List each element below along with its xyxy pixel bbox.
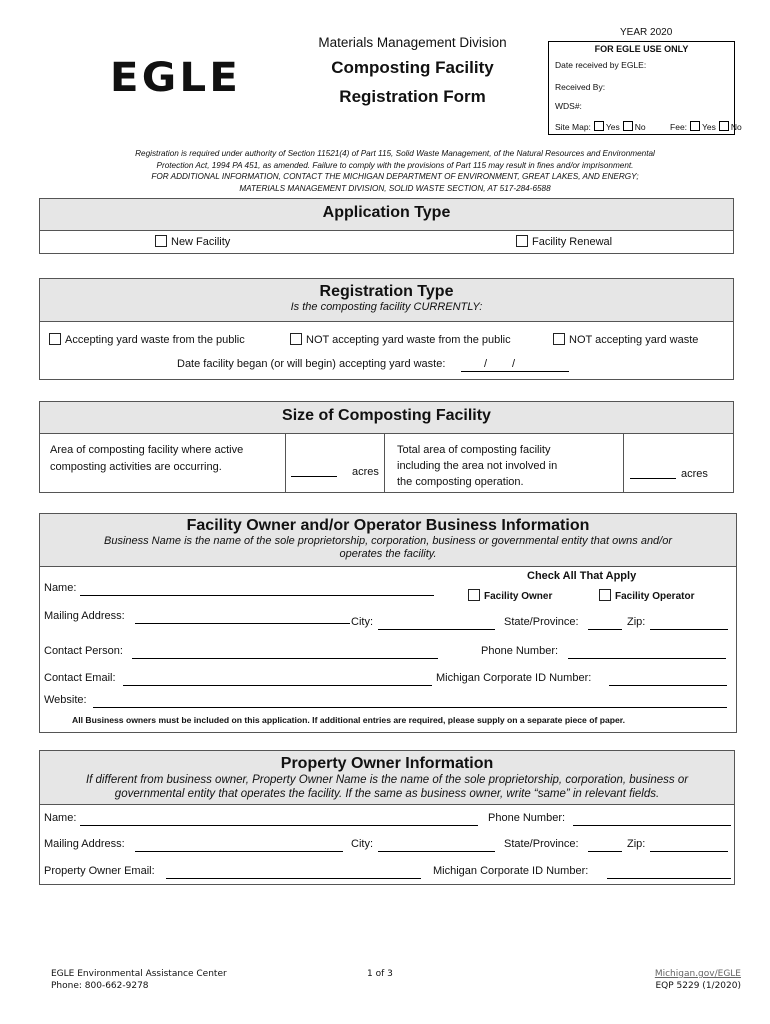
owner-state-field[interactable] — [588, 629, 622, 630]
facility-owner-option[interactable] — [468, 589, 552, 602]
property-name-field[interactable] — [80, 825, 478, 826]
owner-phone-field[interactable] — [568, 658, 726, 659]
owner-zip-field[interactable] — [650, 629, 728, 630]
received-by-label: Received By: — [555, 82, 606, 92]
total-area-label-1: Total area of composting facility — [397, 444, 551, 456]
owner-name-label: Name: — [44, 582, 77, 594]
property-city-field[interactable] — [378, 851, 495, 852]
size-section — [39, 401, 734, 493]
property-phone-label: Phone Number: — [488, 812, 566, 824]
fee-label: Fee: — [670, 122, 688, 132]
owner-corp-id-field[interactable] — [609, 685, 727, 686]
application-type-title: Application Type — [322, 204, 451, 221]
egle-use-only-box — [548, 41, 742, 135]
owner-header — [40, 514, 736, 567]
owner-phone-label: Phone Number: — [481, 645, 559, 657]
site-map-yes-label: Yes — [605, 122, 620, 132]
page-number: 1 of 3 — [367, 969, 393, 979]
property-email-field[interactable] — [166, 878, 421, 879]
property-corp-id-field[interactable] — [607, 878, 731, 879]
owner-name-field[interactable] — [80, 595, 434, 596]
new-facility-checkbox[interactable] — [155, 235, 167, 247]
not-accepting-checkbox[interactable] — [553, 333, 565, 345]
egle-logo: EGLE — [109, 55, 242, 101]
property-header — [40, 751, 734, 805]
fee-yes-checkbox[interactable] — [690, 121, 700, 131]
registration-type-header — [40, 279, 733, 322]
form-title-line2: Registration Form — [339, 87, 486, 106]
property-city-label: City: — [351, 838, 373, 850]
date-sep-2: / — [512, 358, 516, 370]
property-name-label: Name: — [44, 812, 77, 824]
footer-phone: Phone: 800-662-9278 — [51, 981, 149, 991]
not-accepting-public-checkbox[interactable] — [290, 333, 302, 345]
property-title: Property Owner Information — [280, 755, 494, 772]
property-mailing-field[interactable] — [135, 851, 343, 852]
owner-mailing-field[interactable] — [135, 623, 350, 624]
notice-line3: FOR ADDITIONAL INFORMATION, CONTACT THE MICHIGAN DEPARTMENT OF ENVIRONMENT, GREAT LAKES, AND ENERGY; — [151, 172, 639, 181]
owner-state-label: State/Province: — [504, 616, 579, 628]
facility-renewal-option[interactable] — [516, 235, 612, 248]
form-title-line1: Composting Facility — [331, 58, 494, 77]
property-subtitle-2: governmental entity that operates the facility. If the same as business owner, write “same” in relevant fields. — [114, 788, 660, 800]
owner-zip-label: Zip: — [627, 616, 646, 628]
registration-type-title: Registration Type — [319, 283, 454, 300]
notice-line1: Registration is required under authority of Section 11521(4) of Part 115, Solid Waste Management, of the Natural Resources and Environmental — [135, 149, 655, 158]
total-area-label-2: including the area not involved in — [397, 460, 558, 472]
site-map-yes-checkbox[interactable] — [594, 121, 604, 131]
contact-email-label: Contact Email: — [44, 672, 116, 684]
owner-section — [39, 513, 737, 733]
accepting-public-label: Accepting yard waste from the public — [65, 334, 245, 346]
authority-notice — [95, 148, 695, 194]
owner-subtitle-2: operates the facility. — [339, 548, 437, 560]
website-field[interactable] — [93, 707, 727, 708]
property-zip-field[interactable] — [650, 851, 728, 852]
total-area-label-3: the composting operation. — [397, 476, 524, 488]
site-map-row — [555, 121, 742, 132]
fee-no-label: No — [730, 122, 742, 132]
not-accepting-public-option[interactable] — [290, 333, 511, 346]
application-type-header — [40, 199, 733, 231]
footer-center-name: EGLE Environmental Assistance Center — [51, 969, 227, 979]
facility-renewal-checkbox[interactable] — [516, 235, 528, 247]
new-facility-option[interactable] — [155, 235, 230, 248]
property-zip-label: Zip: — [627, 838, 646, 850]
notice-line2: Protection Act, 1994 PA 451, as amended. Failure to comply with the provisions of Part 115 may result in fines and/or imprisonment. — [156, 160, 634, 170]
form-year: YEAR 2020 — [620, 27, 673, 38]
size-divider-2 — [384, 433, 385, 493]
property-subtitle-1: If different from business owner, Property Owner Name is the name of the sole proprietorship, corporation, business or — [85, 774, 689, 786]
contact-person-label: Contact Person: — [44, 645, 123, 657]
division-name: Materials Management Division — [318, 35, 507, 50]
facility-owner-checkbox[interactable] — [468, 589, 480, 601]
size-title: Size of Composting Facility — [282, 407, 491, 424]
date-received-label: Date received by EGLE: — [555, 60, 647, 70]
size-divider-1 — [285, 433, 286, 493]
accepting-public-option[interactable] — [49, 333, 245, 346]
active-area-unit: acres — [352, 466, 379, 478]
size-divider-3 — [623, 433, 624, 493]
website-label: Website: — [44, 694, 87, 706]
not-accepting-option[interactable] — [553, 333, 698, 346]
new-facility-label: New Facility — [171, 236, 231, 248]
contact-person-field[interactable] — [132, 658, 438, 659]
active-area-field[interactable] — [291, 476, 337, 477]
property-state-label: State/Province: — [504, 838, 579, 850]
facility-operator-option[interactable] — [599, 589, 694, 602]
active-area-label-1: Area of composting facility where active — [50, 444, 244, 456]
fee-no-checkbox[interactable] — [719, 121, 729, 131]
property-email-label: Property Owner Email: — [44, 865, 155, 877]
application-type-section — [39, 198, 734, 254]
owner-title: Facility Owner and/or Operator Business Information — [186, 517, 590, 534]
property-mailing-label: Mailing Address: — [44, 838, 125, 850]
property-section — [39, 750, 735, 885]
site-map-no-checkbox[interactable] — [623, 121, 633, 131]
property-state-field[interactable] — [588, 851, 622, 852]
not-accepting-label: NOT accepting yard waste — [569, 334, 699, 346]
contact-email-field[interactable] — [123, 685, 432, 686]
not-accepting-public-label: NOT accepting yard waste from the public — [306, 334, 511, 346]
owner-mailing-label: Mailing Address: — [44, 610, 125, 622]
total-area-field[interactable] — [630, 478, 676, 479]
date-began-field[interactable] — [461, 371, 569, 372]
facility-operator-checkbox[interactable] — [599, 589, 611, 601]
registration-type-subtitle: Is the composting facility CURRENTLY: — [290, 301, 483, 313]
property-phone-field[interactable] — [573, 825, 731, 826]
notice-line4: MATERIALS MANAGEMENT DIVISION, SOLID WASTE SECTION, AT 517-284-6588 — [239, 183, 551, 193]
date-began-label: Date facility began (or will begin) accepting yard waste: — [177, 358, 446, 370]
facility-renewal-label: Facility Renewal — [532, 236, 613, 248]
registration-type-section — [39, 278, 734, 380]
facility-operator-label: Facility Operator — [615, 591, 695, 602]
owner-city-field[interactable] — [378, 629, 495, 630]
date-sep-1: / — [484, 358, 488, 370]
owner-city-label: City: — [351, 616, 373, 628]
business-owners-note: All Business owners must be included on this application. If additional entries are required, please supply on a separate piece of paper. — [72, 715, 626, 725]
owner-subtitle-1: Business Name is the name of the sole proprietorship, corporation, business or governmental entity that owns and/or — [103, 535, 673, 547]
accepting-public-checkbox[interactable] — [49, 333, 61, 345]
fee-yes-label: Yes — [702, 122, 716, 132]
check-all-label: Check All That Apply — [527, 570, 637, 582]
total-area-unit: acres — [681, 468, 708, 480]
owner-corp-id-label: Michigan Corporate ID Number: — [436, 672, 592, 684]
egle-use-title: FOR EGLE USE ONLY — [594, 44, 689, 54]
site-map-label: Site Map: — [555, 122, 591, 132]
form-id: EQP 5229 (1/2020) — [655, 981, 741, 991]
size-header — [40, 402, 733, 434]
active-area-label-2: composting activities are occurring. — [50, 461, 222, 473]
property-corp-id-label: Michigan Corporate ID Number: — [433, 865, 589, 877]
site-map-no-label: No — [634, 122, 646, 132]
wds-label: WDS#: — [555, 101, 582, 111]
egle-website-link[interactable]: Michigan.gov/EGLE — [654, 969, 741, 979]
facility-owner-label: Facility Owner — [484, 591, 553, 602]
